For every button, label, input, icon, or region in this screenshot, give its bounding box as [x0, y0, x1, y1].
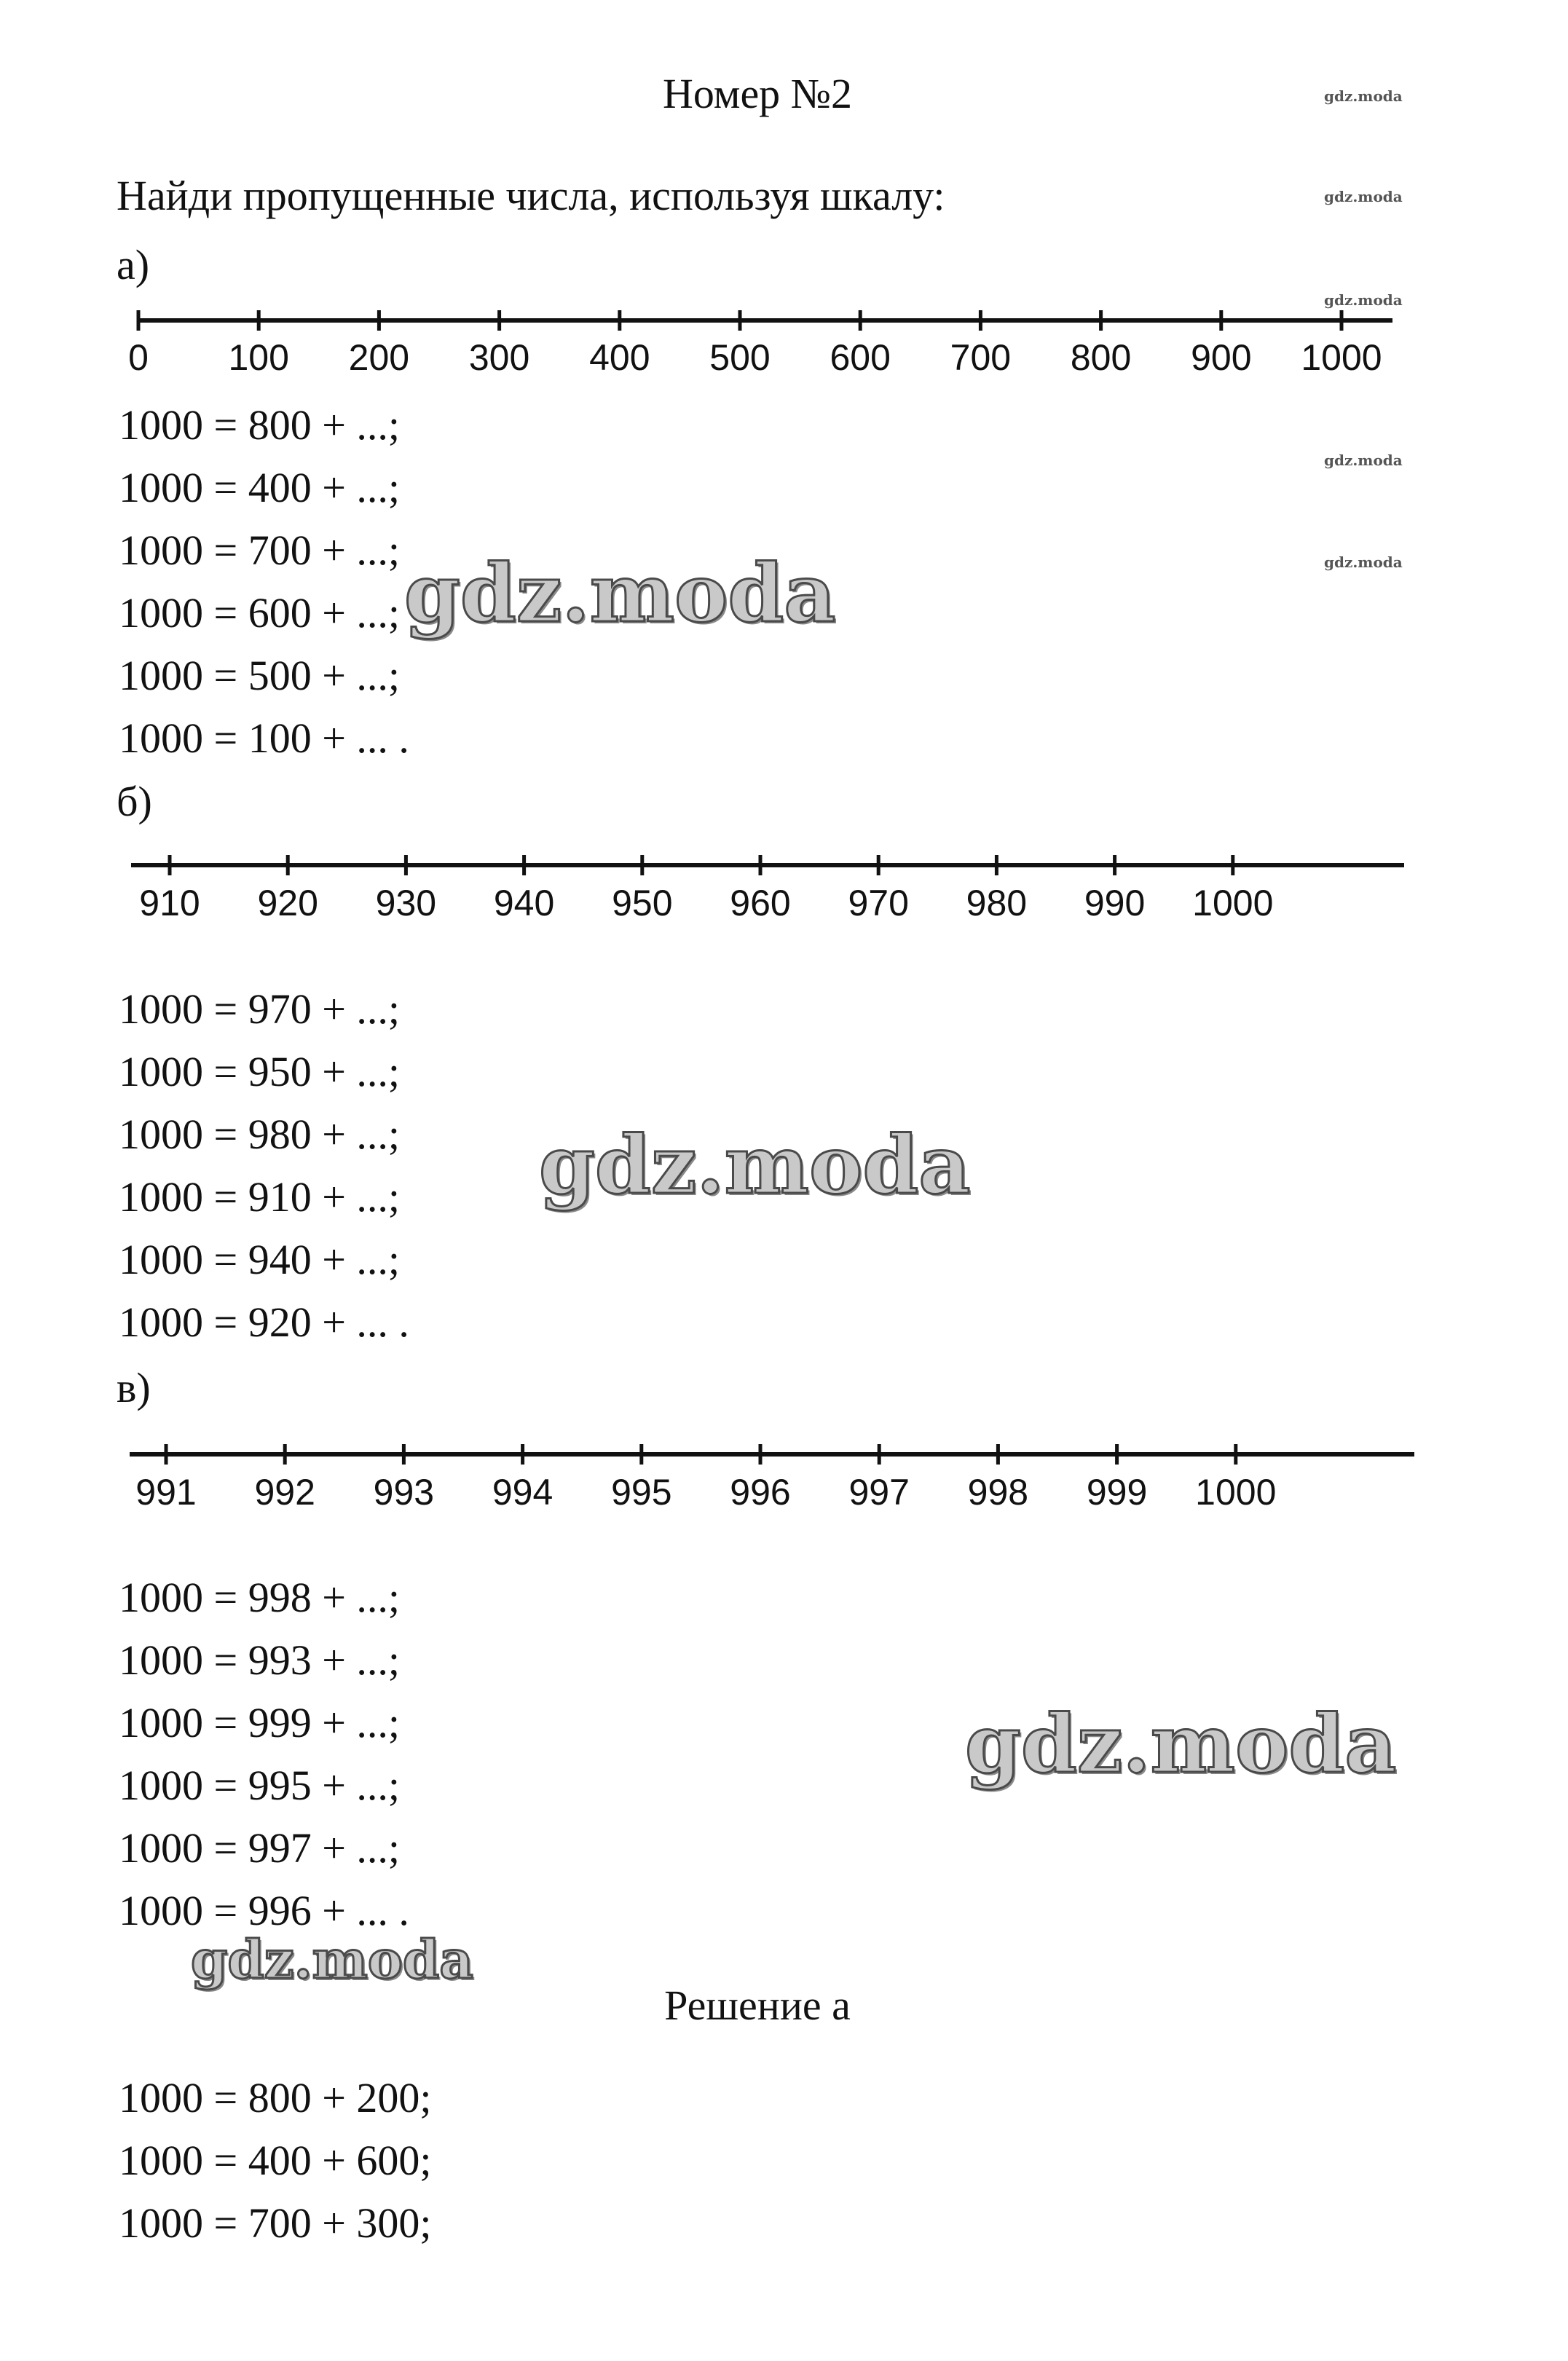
scale-tick-label: 910 — [139, 883, 200, 923]
equation-b-4: 1000 = 910 + ...; — [119, 1173, 401, 1221]
scale-tick-label: 997 — [848, 1472, 910, 1513]
scale-tick-label: 1000 — [1192, 883, 1274, 923]
scale-tick-label: 100 — [228, 337, 289, 378]
equation-a-4: 1000 = 600 + ...; — [119, 589, 401, 636]
scale-tick-label: 1000 — [1195, 1472, 1277, 1513]
watermark-small-4: gdz.moda — [1324, 452, 1403, 469]
scale-tick-label: 993 — [373, 1472, 435, 1513]
scale-tick-label: 700 — [950, 337, 1012, 378]
equation-c-4: 1000 = 995 + ...; — [119, 1762, 401, 1809]
equation-a-3: 1000 = 700 + ...; — [119, 527, 401, 574]
scale-tick-label: 0 — [128, 337, 149, 378]
scale-tick-label: 999 — [1086, 1472, 1148, 1513]
scale-tick-label: 994 — [492, 1472, 553, 1513]
scale-tick-label: 300 — [468, 337, 530, 378]
scale-tick-label: 200 — [348, 337, 410, 378]
scale-tick-label: 920 — [257, 883, 318, 923]
scale-tick-label: 940 — [493, 883, 555, 923]
task-text: Найди пропущенные числа, используя шкалу: — [117, 172, 945, 219]
scale-tick-label: 990 — [1084, 883, 1146, 923]
equation-c-6: 1000 = 996 + ... . — [119, 1887, 409, 1934]
watermark-small-5: gdz.moda — [1324, 553, 1403, 571]
scale-tick-label: 600 — [830, 337, 891, 378]
part-a-label: а) — [117, 241, 150, 288]
scale-tick-label: 998 — [967, 1472, 1029, 1513]
scale-tick-label: 995 — [611, 1472, 672, 1513]
scale-tick-label: 992 — [254, 1472, 315, 1513]
scale-tick-label: 996 — [730, 1472, 791, 1513]
part-b-label: б) — [117, 778, 152, 825]
scale-tick-label: 1000 — [1301, 337, 1382, 378]
equation-b-2: 1000 = 950 + ...; — [119, 1048, 401, 1095]
page-title: Номер №2 — [662, 70, 853, 117]
scale-tick-label: 400 — [589, 337, 650, 378]
equation-a-1: 1000 = 800 + ...; — [119, 401, 401, 449]
equation-b-1: 1000 = 970 + ...; — [119, 985, 401, 1033]
equation-c-3: 1000 = 999 + ...; — [119, 1699, 401, 1746]
scale-tick-label: 800 — [1070, 337, 1132, 378]
watermark-big-4: gdz.moda — [191, 1928, 473, 1990]
equation-a-5: 1000 = 500 + ...; — [119, 652, 401, 699]
watermark-small-2: gdz.moda — [1324, 188, 1403, 205]
scale-tick-label: 960 — [730, 883, 791, 923]
equation-b-5: 1000 = 940 + ...; — [119, 1236, 401, 1283]
equation-c-1: 1000 = 998 + ...; — [119, 1574, 401, 1621]
part-c-label: в) — [117, 1364, 151, 1411]
watermark-small-1: gdz.moda — [1324, 87, 1403, 105]
watermark-big-1: gdz.moda — [404, 546, 836, 640]
watermark-big-2: gdz.moda — [539, 1118, 971, 1212]
equation-a-2: 1000 = 400 + ...; — [119, 464, 401, 511]
solution-line-2: 1000 = 400 + 600; — [119, 2137, 432, 2184]
scale-tick-label: 930 — [375, 883, 437, 923]
solution-line-3: 1000 = 700 + 300; — [119, 2199, 432, 2247]
equation-b-3: 1000 = 980 + ...; — [119, 1111, 401, 1158]
equation-c-2: 1000 = 993 + ...; — [119, 1636, 401, 1684]
scale-tick-label: 950 — [612, 883, 673, 923]
equation-c-5: 1000 = 997 + ...; — [119, 1824, 401, 1872]
scale-tick-label: 500 — [709, 337, 771, 378]
scale-tick-label: 900 — [1191, 337, 1252, 378]
solution-line-1: 1000 = 800 + 200; — [119, 2074, 432, 2121]
scale-tick-label: 980 — [966, 883, 1028, 923]
scale-tick-label: 991 — [135, 1472, 197, 1513]
equation-a-6: 1000 = 100 + ... . — [119, 714, 409, 762]
watermark-big-3: gdz.moda — [965, 1697, 1397, 1791]
scale-tick-label: 970 — [848, 883, 909, 923]
watermark-small-3: gdz.moda — [1324, 291, 1403, 309]
solution-title: Решение а — [664, 1982, 851, 2029]
equation-b-6: 1000 = 920 + ... . — [119, 1298, 409, 1346]
